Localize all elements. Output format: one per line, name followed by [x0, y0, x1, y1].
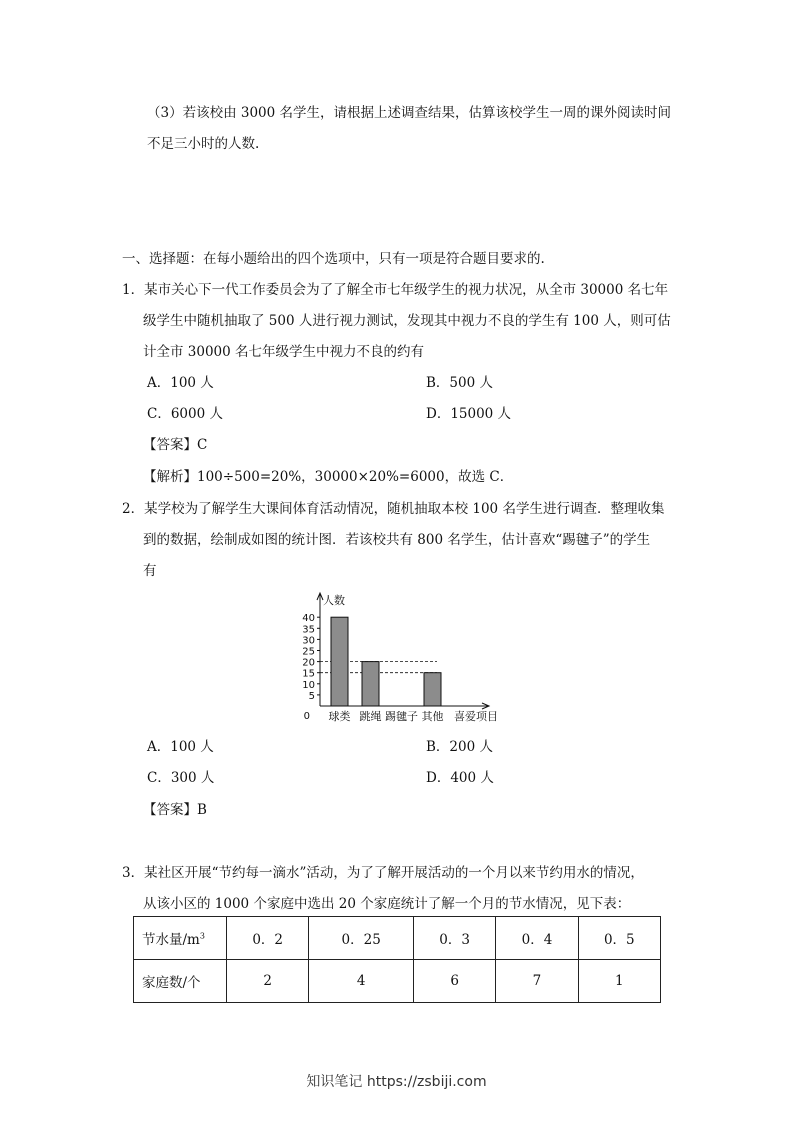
table-cell: 0．5 — [578, 917, 660, 960]
q1-option-c: C．6000 人 — [147, 406, 223, 422]
table-cell: 0．3 — [413, 917, 495, 960]
y-tick-label: 35 — [302, 624, 315, 636]
x-tick-label: 踢毽子 — [385, 710, 418, 723]
table-cell: 6 — [413, 960, 495, 1003]
y-axis-label: 人数 — [323, 594, 345, 607]
table-cell: 2 — [227, 960, 309, 1003]
q2-option-b: B．200 人 — [426, 739, 493, 755]
y-tick-label: 30 — [302, 635, 315, 647]
y-tick-label: 20 — [302, 657, 315, 669]
y-tick-label: 25 — [302, 646, 315, 658]
x-tick-label: 跳绳 — [359, 710, 382, 723]
footer-watermark: 知识笔记 https://zsbiji.com — [306, 1074, 487, 1090]
table-cell: 0．25 — [309, 917, 414, 960]
q2-answer: 【答案】B — [143, 802, 207, 818]
table-cell: 0．2 — [227, 917, 309, 960]
x-axis-label: 喜爱项目 — [454, 710, 498, 723]
q2-option-d: D．400 人 — [426, 770, 494, 786]
q3-part3-line1: （3）若该校由 3000 名学生，请根据上述调查结果，估算该校学生一周的课外阅读时间 — [147, 105, 672, 121]
q2-line3: 有 — [143, 563, 157, 579]
q2-line1: 2．某学校为了解学生大课间体育活动情况，随机抽取本校 100 名学生进行调查．整理收集 — [122, 501, 665, 517]
x-tick-label: 其他 — [421, 710, 444, 723]
table-cell: 7 — [496, 960, 578, 1003]
q1-option-d: D．15000 人 — [426, 406, 512, 422]
table-cell: 1 — [578, 960, 660, 1003]
q1-answer: 【答案】C — [143, 437, 208, 453]
bar-1 — [331, 617, 348, 706]
q3-line2: 从该小区的 1000 个家庭中选出 20 个家庭统计了解一个月的节水情况，见下表： — [143, 896, 631, 912]
table-cell: 0．4 — [496, 917, 578, 960]
q1-analysis: 【解析】100÷500=20%，30000×20%=6000，故选 C． — [143, 469, 514, 485]
bar-chart — [290, 588, 510, 728]
x-tick-label: 球类 — [328, 710, 351, 723]
table-header-label: 节水量/m — [142, 932, 200, 948]
q2-line2: 到的数据，绘制成如图的统计图．若该校共有 800 名学生，估计喜欢“踢毽子”的学生 — [143, 532, 651, 548]
y-tick-label: 15 — [302, 668, 315, 680]
water-saving-table — [133, 916, 661, 1003]
q1-option-b: B．500 人 — [426, 375, 493, 391]
table-cell: 4 — [309, 960, 414, 1003]
y-tick-label: 5 — [308, 690, 315, 702]
y-tick-label: 10 — [302, 679, 315, 691]
unit-superscript: 3 — [199, 931, 205, 941]
q3-part3-line2: 不足三小时的人数. — [147, 136, 260, 152]
q3-line1: 3．某社区开展“节约每一滴水”活动，为了了解开展活动的一个月以来节约用水的情况， — [122, 865, 644, 881]
q1-option-a: A．100 人 — [147, 375, 214, 391]
y-tick-label: 40 — [302, 613, 315, 625]
table-header-cell — [134, 917, 227, 960]
q1-line2: 级学生中随机抽取了 500 人进行视力测试，发现其中视力不良的学生有 100 人，则可估 — [143, 313, 671, 329]
table-header-cell: 家庭数/个 — [134, 960, 227, 1003]
bar-4 — [424, 673, 441, 706]
q2-option-c: C．300 人 — [147, 770, 215, 786]
bar-2 — [362, 662, 379, 706]
table-row — [134, 960, 661, 1003]
y-tick-label: 0 — [303, 711, 310, 722]
table-row — [134, 917, 661, 960]
q1-line1: 1．某市关心下一代工作委员会为了了解全市七年级学生的视力状况，从全市 30000 名七年 — [122, 282, 669, 298]
q2-option-a: A．100 人 — [147, 739, 214, 755]
q1-line3: 计全市 30000 名七年级学生中视力不良的约有 — [143, 344, 425, 360]
section-heading: 一、选择题：在每小题给出的四个选项中，只有一项是符合题目要求的. — [122, 251, 545, 267]
